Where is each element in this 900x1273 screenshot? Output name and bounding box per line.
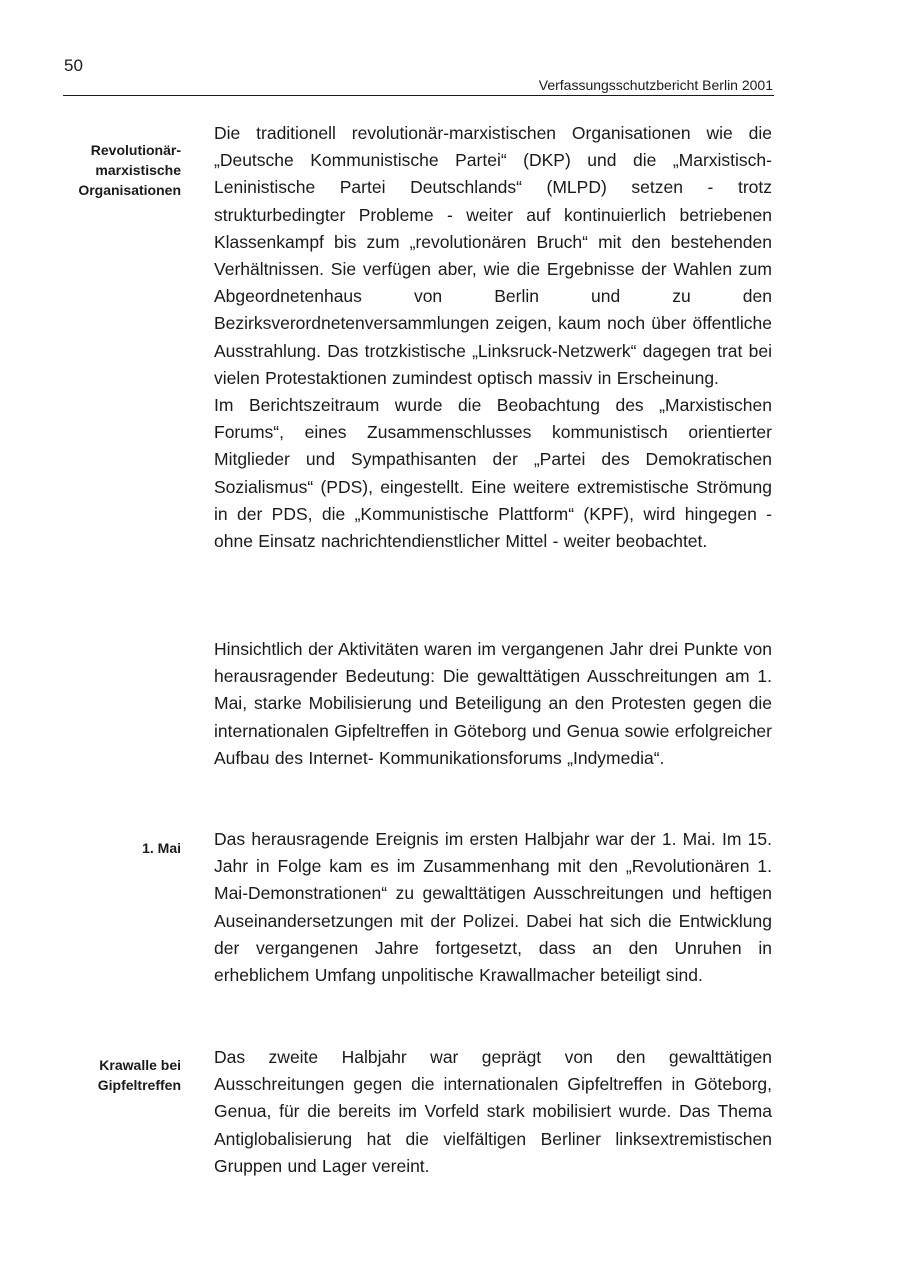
header-rule [63, 95, 774, 96]
section-body [214, 1044, 772, 1180]
section-body [214, 120, 772, 555]
paragraph: Im Berichtszeitraum wurde die Beobachtung des „Marxistischen Forums“, eines Zusammenschlusses kommunistisch orientierter Mitglieder und Sympathisanten der „Partei des Demokratischen Sozialismus“ (PDS), eingestellt. Eine weitere extremistische Strömung in der PDS, die „Kommunistische Plattform“ (KPF), wird hingegen - ohne Einsatz nachrichtendienstlicher Mittel - weiter beobachtet. [214, 395, 772, 552]
paragraph: Das zweite Halbjahr war geprägt von den gewalttätigen Ausschreitungen gegen die internationalen Gipfeltreffen in Göteborg, Genua, für die bereits im Vorfeld stark mobilisiert wurde. Das Thema Antiglobalisierung hat die vielfältigen Berliner linksextremistischen Gruppen und Lager vereint. [214, 1047, 772, 1176]
paragraph: Hinsichtlich der Aktivitäten waren im vergangenen Jahr drei Punkte von herausragender Bedeutung: Die gewalttätigen Ausschreitungen am 1. Mai, starke Mobilisierung und Beteiligung an den Protesten gegen die internationalen Gipfeltreffen in Göteborg und Genua sowie erfolgreicher Aufbau des Internet- Kommunikationsforums „Indymedia“. [214, 639, 772, 768]
page-number: 50 [64, 56, 83, 75]
section-body [214, 636, 772, 772]
margin-heading: Revolutionär- marxistische Organisationen [78, 142, 181, 198]
paragraph: Das herausragende Ereignis im ersten Halbjahr war der 1. Mai. Im 15. Jahr in Folge kam es im Zusammenhang mit den „Revolutionären 1. Mai-Demonstrationen“ zu gewalttätigen Ausschreitungen und heftigen Auseinandersetzungen mit der Polizei. Dabei hat sich die Entwicklung der vergangenen Jahre fortgesetzt, dass an den Unruhen in erheblichem Umfang unpolitische Krawallmacher beteiligt sind. [214, 829, 772, 986]
running-header: Verfassungsschutzbericht Berlin 2001 [538, 77, 773, 93]
section-body [214, 826, 772, 989]
paragraph: Die traditionell revolutionär-marxistischen Organisationen wie die „Deutsche Kommunistische Partei“ (DKP) und die „Marxistisch-Leninistische Partei Deutschlands“ (MLPD) setzen - trotz strukturbedingter Probleme - weiter auf kontinuierlich betriebenen Klassenkampf bis zum „revolutionären Bruch“ mit den bestehenden Verhältnissen. Sie verfügen aber, wie die Ergebnisse der Wahlen zum Abgeordnetenhaus von Berlin und zu den Bezirksverordnetenversammlungen zeigen, kaum noch über öffentliche Ausstrahlung. Das trotzkistische „Linksruck-Netzwerk“ dagegen trat bei vielen Protestaktionen zumindest optisch massiv in Erscheinung. [214, 123, 772, 388]
margin-heading: Krawalle bei Gipfeltreffen [97, 1057, 181, 1093]
margin-heading: 1. Mai [142, 840, 181, 856]
